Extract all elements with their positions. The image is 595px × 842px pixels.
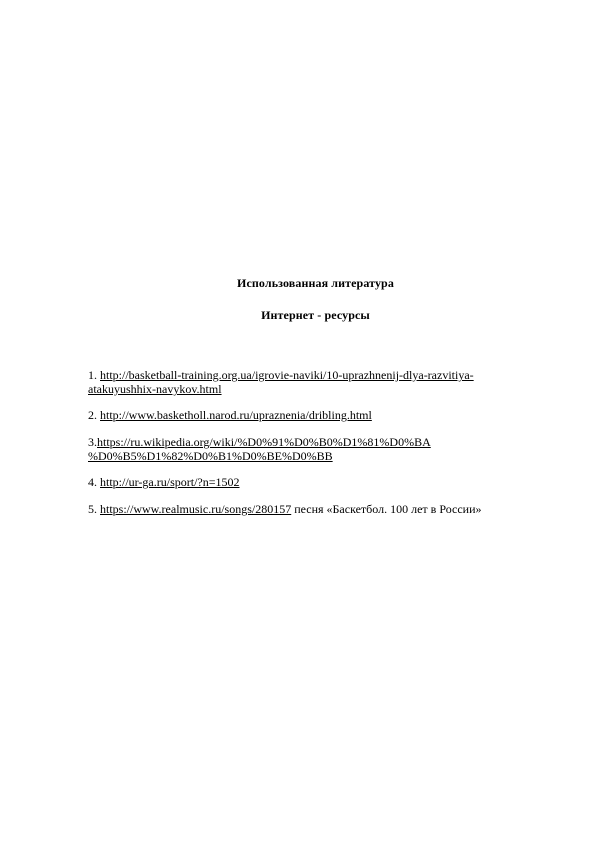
reference-item-4 (88, 475, 558, 490)
reference-number: 2. (88, 408, 97, 422)
reference-trailing-text: песня «Баскетбол. 100 лет в России» (291, 502, 482, 516)
reference-number: 3. (88, 435, 97, 449)
reference-number: 1. (88, 368, 97, 382)
reference-list (88, 368, 558, 529)
section-subtitle: Интернет - ресурсы (261, 308, 370, 322)
reference-link-line1: http://basketball-training.org.ua/igrovie-naviki/10-uprazhnenij-dlya-razvitiya- (100, 368, 474, 382)
reference-link-line2: atakuyushhix-navykov.html (88, 382, 222, 396)
reference-item-2 (88, 408, 558, 423)
reference-link[interactable]: http://www.basketholl.narod.ru/upraznenia/dribling.html (100, 408, 372, 422)
reference-link[interactable] (88, 435, 558, 463)
reference-item-1 (88, 368, 558, 396)
reference-item-5 (88, 502, 558, 517)
reference-link[interactable]: http://ur-ga.ru/sport/?n=1502 (100, 475, 240, 489)
page-title: Использованная литература (237, 276, 394, 290)
reference-link-line2: %D0%B5%D1%82%D0%B1%D0%BE%D0%BB (88, 449, 333, 463)
reference-link[interactable] (88, 368, 558, 396)
reference-item-3 (88, 435, 558, 463)
reference-number: 4. (88, 475, 97, 489)
reference-link-line1: https://ru.wikipedia.org/wiki/%D0%91%D0%B0%D1%81%D0%BA (97, 435, 431, 449)
reference-link[interactable]: https://www.realmusic.ru/songs/280157 (100, 502, 292, 516)
reference-number: 5. (88, 502, 97, 516)
